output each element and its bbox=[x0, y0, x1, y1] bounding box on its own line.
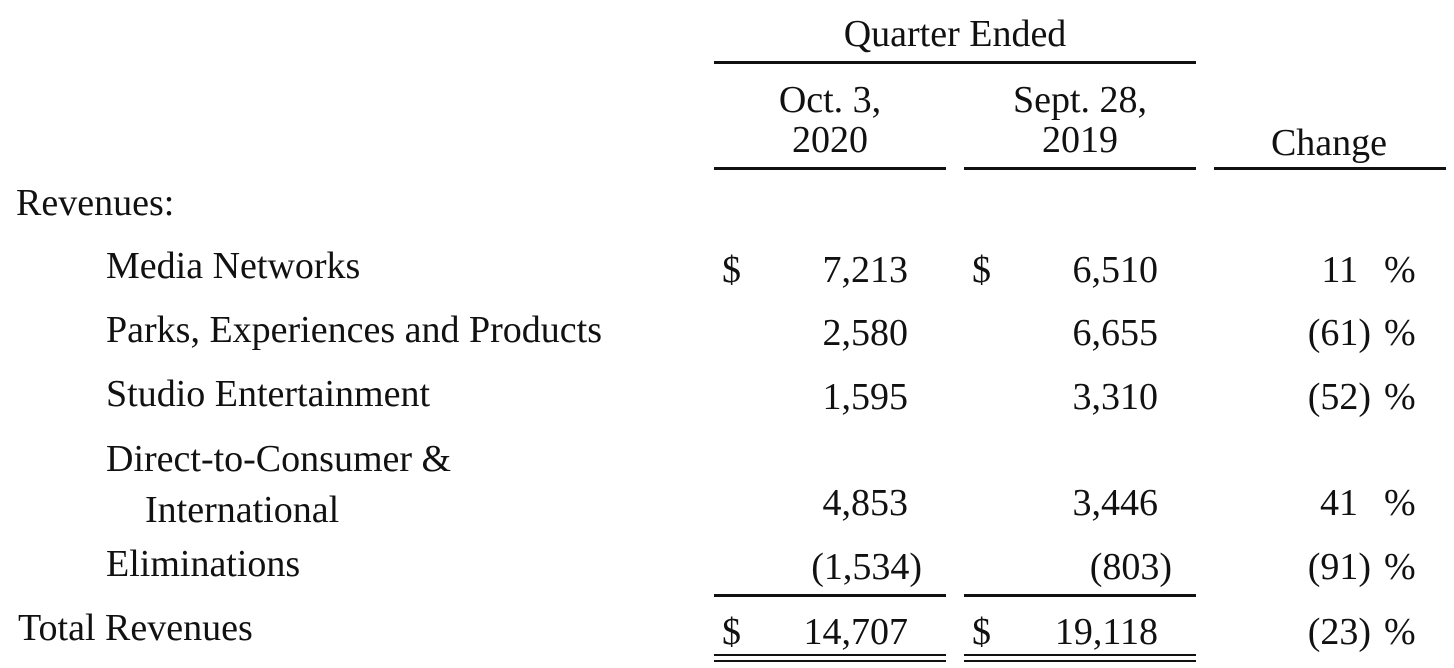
col2-header-line2: 2019 bbox=[1042, 119, 1118, 161]
percent-sign: % bbox=[1384, 482, 1416, 524]
col1-header-line1: Oct. 3, bbox=[778, 79, 882, 121]
row-value-2019: 3,446 bbox=[1072, 482, 1158, 524]
row-value-2019: 3,310 bbox=[1072, 376, 1158, 418]
row-change: (52) bbox=[1307, 376, 1371, 418]
quarter-ended-header: Quarter Ended bbox=[843, 13, 1067, 55]
percent-sign: % bbox=[1384, 611, 1416, 653]
col2-header-line1: Sept. 28, bbox=[1012, 79, 1148, 121]
row-value-2019: (803) bbox=[1089, 546, 1172, 588]
col2-subtotal-rule bbox=[964, 594, 1196, 597]
row-change: (61) bbox=[1307, 312, 1371, 354]
total-value-2019: 19,118 bbox=[1054, 611, 1158, 653]
row-change: 11 bbox=[1321, 249, 1358, 291]
percent-sign: % bbox=[1384, 376, 1416, 418]
row-value-2019: 6,510 bbox=[1072, 249, 1158, 291]
percent-sign: % bbox=[1384, 312, 1416, 354]
row-value-2020: 2,580 bbox=[822, 312, 908, 354]
col2-total-double-rule-bottom bbox=[964, 660, 1196, 662]
col1-header-line2: 2020 bbox=[792, 119, 868, 161]
row-label: Media Networks bbox=[106, 245, 361, 287]
row-value-2020: 7,213 bbox=[822, 249, 908, 291]
row-change: (91) bbox=[1307, 546, 1371, 588]
total-label: Total Revenues bbox=[18, 607, 253, 649]
percent-sign: % bbox=[1384, 249, 1416, 291]
total-value-2020: 14,707 bbox=[803, 611, 908, 653]
currency-symbol: $ bbox=[972, 249, 991, 291]
currency-symbol: $ bbox=[722, 249, 741, 291]
col1-header-rule bbox=[714, 167, 946, 170]
row-label: Studio Entertainment bbox=[106, 373, 431, 415]
row-label: Direct-to-Consumer & bbox=[106, 438, 452, 480]
row-value-2019: 6,655 bbox=[1072, 312, 1158, 354]
col1-total-double-rule-top bbox=[714, 654, 946, 656]
col2-header-rule bbox=[964, 167, 1196, 170]
currency-symbol: $ bbox=[972, 611, 991, 653]
col2-total-double-rule-top bbox=[964, 654, 1196, 656]
row-label-continued: International bbox=[145, 489, 340, 531]
change-header: Change bbox=[1270, 122, 1388, 164]
header-rule bbox=[714, 61, 1196, 64]
currency-symbol: $ bbox=[722, 611, 741, 653]
row-label: Parks, Experiences and Products bbox=[106, 309, 602, 351]
col1-total-double-rule-bottom bbox=[714, 660, 946, 662]
row-label: Eliminations bbox=[106, 543, 301, 585]
row-change: 41 bbox=[1320, 482, 1358, 524]
row-value-2020: (1,534) bbox=[811, 546, 922, 588]
change-header-rule bbox=[1214, 167, 1446, 170]
percent-sign: % bbox=[1384, 546, 1416, 588]
row-value-2020: 1,595 bbox=[822, 376, 908, 418]
section-label: Revenues: bbox=[16, 182, 175, 224]
col1-subtotal-rule bbox=[714, 594, 946, 597]
total-change: (23) bbox=[1307, 611, 1371, 653]
row-value-2020: 4,853 bbox=[822, 482, 908, 524]
